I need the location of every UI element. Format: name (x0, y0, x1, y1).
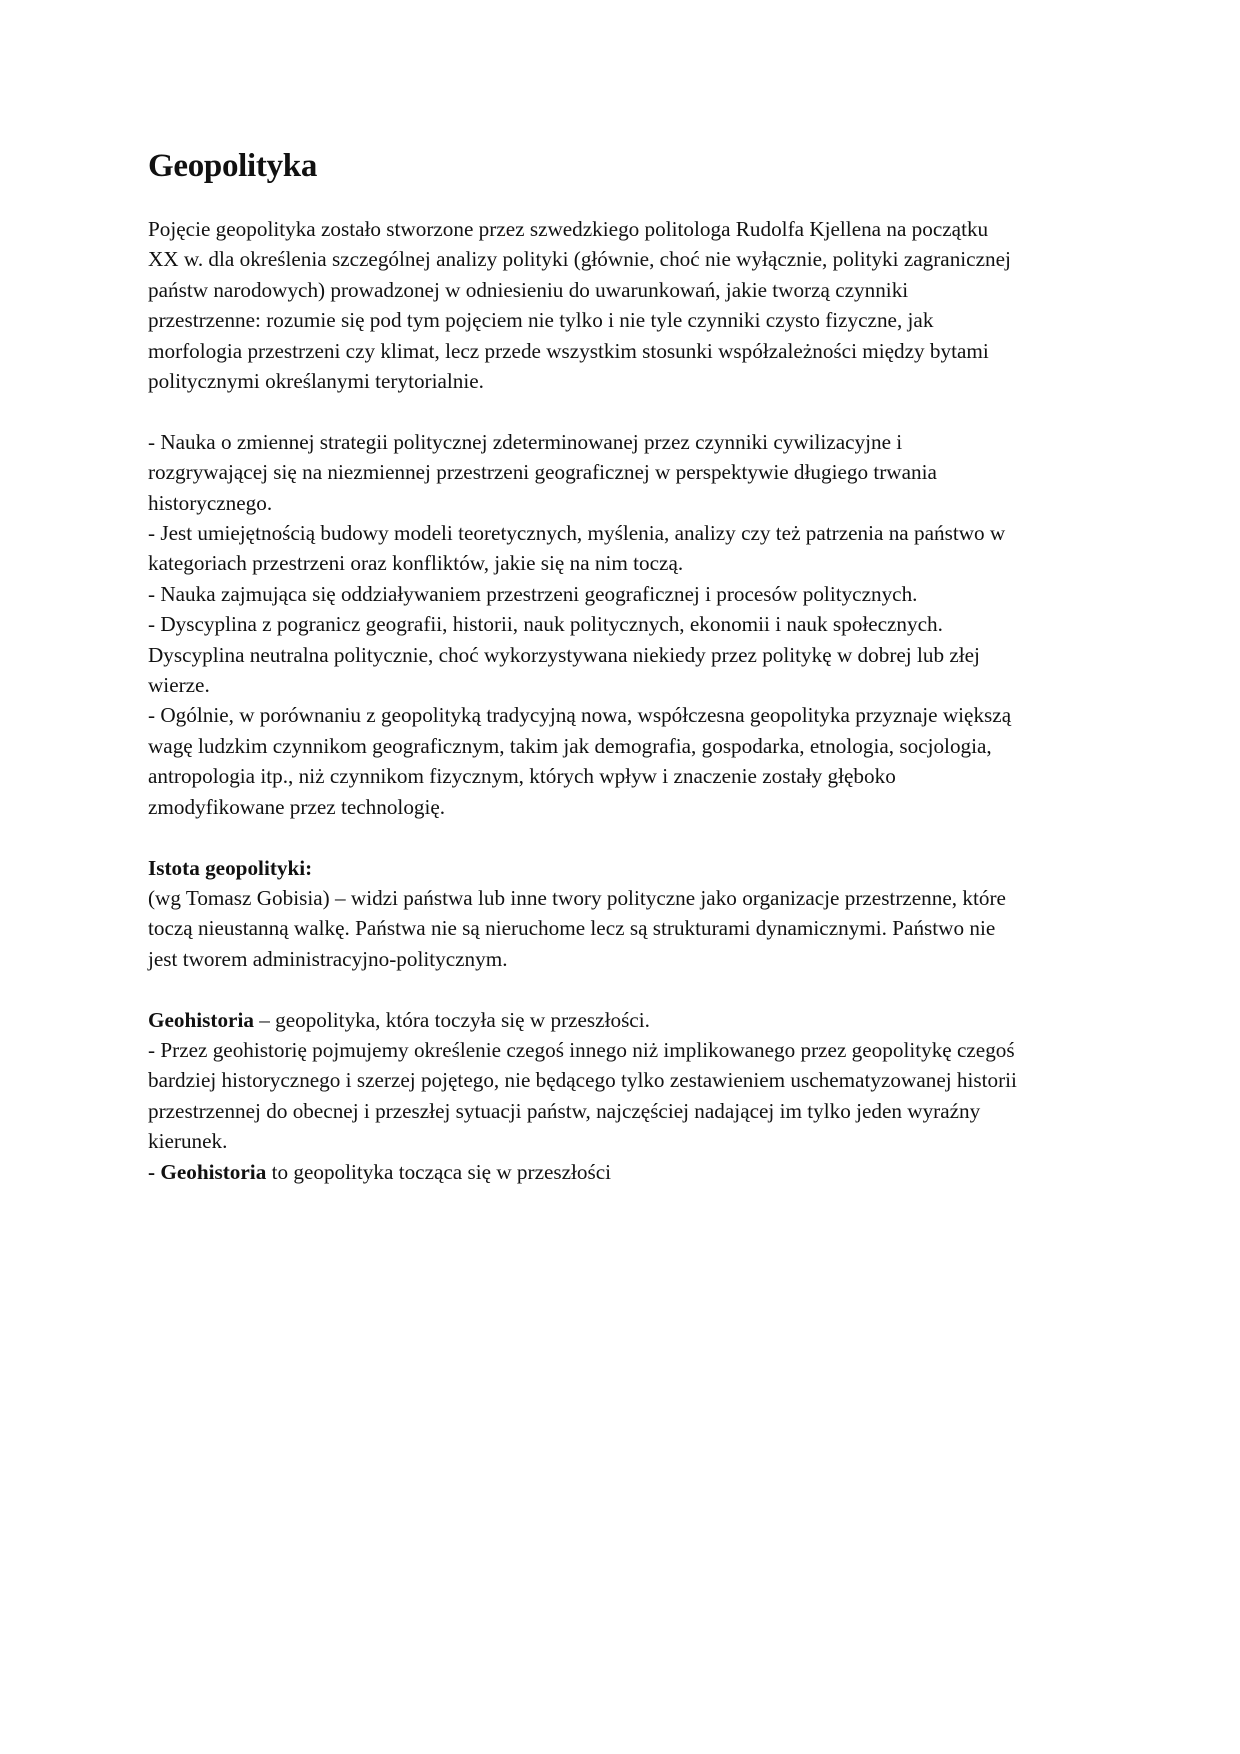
istota-heading-line (148, 853, 1088, 883)
text-line: - Przez geohistorię pojmujemy określenie czegoś innego niż implikowanego przez geopolitykę czegoś (148, 1037, 1015, 1062)
text-line: XX w. dla określenia szczególnej analizy polityki (głównie, choć nie wyłącznie, polityki zagranicznej (148, 247, 1011, 272)
text-line: historycznego. (148, 490, 273, 515)
text-line: - Nauka zajmująca się oddziaływaniem przestrzeni geograficznej i procesów politycznych. (148, 581, 918, 606)
summary-text: to geopolityka tocząca się w przeszłości (266, 1159, 612, 1184)
text-line: kategoriach przestrzeni oraz konfliktów, jakie się na nim toczą. (148, 551, 684, 576)
istota-section (148, 853, 1088, 975)
text-line: wagę ludzkim czynnikom geograficznym, takim jak demografia, gospodarka, etnologia, socjologia, (148, 733, 992, 758)
paragraph-gap (148, 822, 1088, 852)
text-line: wierze. (148, 673, 210, 698)
text-line: antropologia itp., niż czynnikom fizycznym, których wpływ i znaczenie zostały głęboko (148, 764, 896, 789)
definitions-list (148, 427, 1088, 822)
text-line: przestrzennej do obecnej i przeszłej sytuacji państw, najczęściej nadającej im tylko jeden wyraźny (148, 1098, 981, 1123)
bullet-prefix: - (148, 1159, 161, 1184)
text-line: zmodyfikowane przez technologię. (148, 794, 446, 819)
text-line: Pojęcie geopolityka zostało stworzone przez szwedzkiego politologa Rudolfa Kjellena na początku (148, 217, 989, 241)
text-line: politycznymi określanymi terytorialnie. (148, 369, 484, 394)
text-line: bardziej historycznego i szerzej pojętego, nie będącego tylko zestawieniem uschematyzowanej historii (148, 1068, 1017, 1093)
text-line: - Ogólnie, w porównaniu z geopolityką tradycyjną nowa, współczesna geopolityka przyznaje większą (148, 703, 1012, 728)
term-bold: Geohistoria (148, 1007, 254, 1032)
text-line: kierunek. (148, 1129, 228, 1154)
text-line: jest tworem administracyjno-politycznym. (148, 946, 508, 971)
text-line: rozgrywającej się na niezmiennej przestrzeni geograficznej w perspektywie długiego trwania (148, 460, 937, 485)
paragraph-gap (148, 974, 1088, 1004)
text-line: - Jest umiejętnością budowy modeli teoretycznych, myślenia, analizy czy też patrzenia na państwo w (148, 521, 1006, 546)
paragraph-gap (148, 396, 1088, 426)
text-line: (wg Tomasz Gobisia) – widzi państwa lub inne twory polityczne jako organizacje przestrzenne, które (148, 885, 1006, 910)
term-bold: Geohistoria (160, 1159, 267, 1184)
text-line: - Dyscyplina z pogranicz geografii, historii, nauk politycznych, ekonomii i nauk społecznych. (148, 612, 943, 637)
document-title: Geopolityka (148, 148, 318, 184)
geohistoria-section (148, 1005, 1088, 1187)
text-line: Dyscyplina neutralna politycznie, choć wykorzystywana niekiedy przez politykę w dobrej lub złej (148, 642, 980, 667)
text-line: państw narodowych) prowadzonej w odniesieniu do uwarunkowań, jakie tworzą czynniki (148, 277, 909, 302)
text-line: morfologia przestrzeni czy klimat, lecz przede wszystkim stosunki współzależności między bytami (148, 338, 989, 363)
text-line: przestrzenne: rozumie się pod tym pojęciem nie tylko i nie tyle czynniki czysto fizyczne, jak (148, 308, 934, 333)
geohistoria-definition-line (148, 1005, 1088, 1035)
text-line: - Nauka o zmiennej strategii politycznej zdeterminowanej przez czynniki cywilizacyjne i (148, 429, 903, 454)
text-line: toczą nieustanną walkę. Państwa nie są nieruchome lecz są strukturami dynamicznymi. Państwo nie (148, 916, 996, 941)
intro-paragraph (148, 214, 1088, 396)
section-heading: Istota geopolityki: (148, 855, 313, 880)
geohistoria-summary-line (148, 1157, 1088, 1187)
term-definition: – geopolityka, która toczyła się w przeszłości. (253, 1007, 650, 1032)
document-page (148, 146, 1088, 1187)
